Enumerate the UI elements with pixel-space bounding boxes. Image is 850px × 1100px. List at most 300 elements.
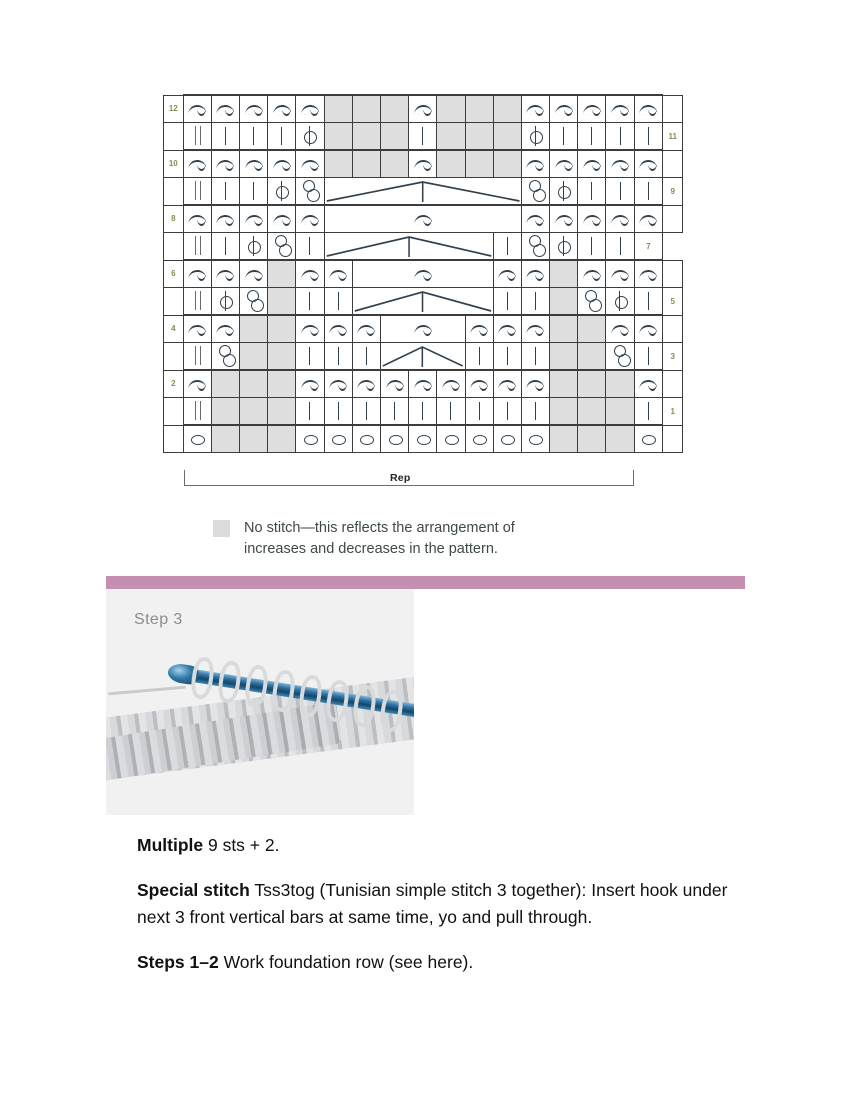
- cell: [521, 150, 549, 178]
- tss-icon: [268, 123, 295, 149]
- row-label-blank: [663, 260, 683, 288]
- chart-row-11: [164, 123, 683, 151]
- cell: [296, 315, 324, 343]
- repeat-label: Rep: [385, 472, 415, 484]
- row-label-blank: [164, 178, 184, 206]
- cell: [606, 123, 634, 151]
- tss-return-icon: [606, 261, 633, 287]
- edge-stitch-icon: [184, 398, 211, 424]
- cell: [211, 233, 239, 261]
- cell: [296, 95, 324, 123]
- no-stitch-legend-text: No stitch—this reflects the arrangement of increases and decreases in the pattern.: [244, 520, 515, 558]
- cell: [409, 150, 437, 178]
- tss-return-icon: [268, 206, 295, 232]
- cell: [578, 288, 606, 316]
- cell-no-stitch: [380, 95, 408, 123]
- cell-no-stitch: [211, 370, 239, 398]
- row-label-blank: [164, 233, 184, 261]
- cell: [606, 233, 634, 261]
- cell: [211, 205, 239, 233]
- tss-return-icon: [522, 151, 549, 177]
- chart-row-2: [164, 370, 683, 398]
- cell: [606, 343, 634, 371]
- edge-stitch-icon: [184, 123, 211, 149]
- tss-return-icon: [635, 151, 663, 177]
- cell: [493, 315, 521, 343]
- cell: [183, 425, 211, 453]
- tss-return-icon: [184, 371, 211, 397]
- row-label-blank: [164, 425, 184, 453]
- yarn-over-icon: [635, 426, 663, 452]
- instruction-body: Tss3tog (Tunisian simple stitch 3 together): Insert hook under next 3 front vertical bars at same time, yo and pull through.: [137, 880, 728, 928]
- cell-no-stitch: [240, 343, 268, 371]
- cell-no-stitch: [578, 343, 606, 371]
- yarn-over-icon: [437, 426, 464, 452]
- tss-icon: [550, 123, 577, 149]
- tss-return-icon: [635, 96, 663, 122]
- cell: [324, 370, 352, 398]
- tss-return-icon: [606, 96, 633, 122]
- cell: [437, 398, 465, 426]
- tss-return-icon: [325, 371, 352, 397]
- cell-no-stitch: [550, 288, 578, 316]
- tss-icon: [635, 288, 663, 314]
- no-stitch-swatch: [213, 520, 230, 537]
- chart-row-6: [164, 260, 683, 288]
- tss-return-icon: [635, 371, 663, 397]
- cell: [493, 398, 521, 426]
- cell-no-stitch: [211, 425, 239, 453]
- tss-return-icon: [494, 261, 521, 287]
- cell-no-stitch: [437, 123, 465, 151]
- tss-return-icon: [325, 316, 352, 342]
- tss-return-icon: [381, 371, 408, 397]
- instruction-multiple: [137, 832, 737, 859]
- cell: [183, 233, 211, 261]
- cell-no-stitch: [268, 288, 296, 316]
- tss-return-icon: [409, 371, 436, 397]
- yarn-over-icon: [381, 426, 408, 452]
- cell-no-stitch: [550, 315, 578, 343]
- instruction-steps: [137, 949, 737, 976]
- increase-icon: [578, 288, 605, 314]
- cell: [268, 123, 296, 151]
- cell: [380, 370, 408, 398]
- tss-return-icon: [325, 261, 352, 287]
- row-label-9: 9: [663, 178, 683, 206]
- tss-icon: [353, 343, 380, 369]
- tss-return-icon: [578, 151, 605, 177]
- row-label-7: 7: [634, 233, 663, 261]
- tss-icon: [296, 233, 323, 259]
- cell: [240, 150, 268, 178]
- cell-no-stitch: [493, 123, 521, 151]
- tss-icon: [522, 343, 549, 369]
- cell: [352, 425, 380, 453]
- decrease-icon: [268, 178, 295, 204]
- tss-icon: [381, 398, 408, 424]
- tss-return-icon: [606, 316, 633, 342]
- cell: [296, 150, 324, 178]
- yarn-over-icon: [325, 426, 352, 452]
- tss-icon: [212, 123, 239, 149]
- section-divider-bar: [106, 576, 745, 589]
- cell-no-stitch: [240, 398, 268, 426]
- cell: [521, 343, 549, 371]
- cell: [634, 370, 663, 398]
- yarn-over-icon: [353, 426, 380, 452]
- row-label-blank: [663, 95, 683, 123]
- tss-return-icon: [296, 206, 323, 232]
- tss-return-icon: [437, 371, 464, 397]
- cell: [324, 425, 352, 453]
- row-label-blank: [663, 370, 683, 398]
- cell-no-stitch: [240, 370, 268, 398]
- cell: [578, 95, 606, 123]
- tss-icon: [212, 233, 239, 259]
- cell: [465, 315, 493, 343]
- chart-row-7: [164, 233, 683, 261]
- cell: [268, 205, 296, 233]
- tss-icon: [212, 178, 239, 204]
- cell: [324, 315, 352, 343]
- cell: [521, 123, 549, 151]
- cell: [352, 398, 380, 426]
- tss-return-icon: [522, 261, 549, 287]
- yarn-over-icon: [522, 426, 549, 452]
- cell: [521, 425, 549, 453]
- cell-no-stitch: [268, 343, 296, 371]
- tss3tog-chevron-icon: [325, 178, 521, 204]
- increase-icon: [212, 343, 239, 369]
- tss-return-icon: [409, 151, 436, 177]
- row-label-blank: [164, 398, 184, 426]
- cell: [634, 315, 663, 343]
- cell: [296, 205, 324, 233]
- tss-icon: [578, 123, 605, 149]
- cell: [606, 288, 634, 316]
- tss-icon: [353, 398, 380, 424]
- cell: [409, 398, 437, 426]
- tss3tog-chevron-icon: [381, 343, 465, 369]
- cell-no-stitch: [380, 123, 408, 151]
- cell: [578, 233, 606, 261]
- row-label-blank: [663, 425, 683, 453]
- cell: [578, 260, 606, 288]
- tss-return-icon: [353, 371, 380, 397]
- decrease-icon: [212, 288, 239, 314]
- cell-no-stitch: [268, 398, 296, 426]
- row-label-11: 11: [663, 123, 683, 151]
- yarn-over-icon: [184, 426, 211, 452]
- cell: [296, 123, 324, 151]
- cell: [521, 315, 549, 343]
- tss-icon: [635, 178, 663, 204]
- step-photo: [106, 589, 414, 815]
- cell: [211, 123, 239, 151]
- tss-return-icon: [550, 96, 577, 122]
- cell: [550, 150, 578, 178]
- tss-return-icon: [184, 261, 211, 287]
- cell: [211, 288, 239, 316]
- tss-icon: [635, 398, 663, 424]
- tss-return-icon: [184, 206, 211, 232]
- tss-icon: [296, 288, 323, 314]
- row-label-4: 4: [164, 315, 184, 343]
- cell-no-stitch: [268, 370, 296, 398]
- cell: [550, 95, 578, 123]
- cell-no-stitch: [606, 398, 634, 426]
- instructions-block: [137, 832, 737, 995]
- tss-return-icon: [381, 316, 465, 342]
- tss-icon: [635, 343, 663, 369]
- cell: [521, 288, 549, 316]
- cell: [550, 178, 578, 206]
- chart-row-12: [164, 95, 683, 123]
- cell: [634, 288, 663, 316]
- chart-row-8: [164, 205, 683, 233]
- cell: [634, 95, 663, 123]
- cell-no-stitch: [465, 95, 493, 123]
- cell-tss3tog-span: [324, 178, 521, 206]
- tss-return-icon: [635, 261, 663, 287]
- tss-return-icon: [212, 206, 239, 232]
- cell: [409, 123, 437, 151]
- cell: [521, 205, 549, 233]
- cell: [493, 370, 521, 398]
- edge-stitch-icon: [184, 288, 211, 314]
- tss-return-icon: [409, 96, 436, 122]
- cell-no-stitch: [465, 123, 493, 151]
- tss-icon: [240, 178, 267, 204]
- cell: [352, 370, 380, 398]
- cell: [211, 343, 239, 371]
- tss-return-icon: [212, 151, 239, 177]
- cell: [465, 370, 493, 398]
- increase-icon: [296, 178, 323, 204]
- cell: [268, 95, 296, 123]
- cell: [521, 398, 549, 426]
- cell-tss3tog-span: [352, 288, 493, 316]
- cell-no-stitch: [380, 150, 408, 178]
- cell-no-stitch: [211, 398, 239, 426]
- row-label-blank: [164, 123, 184, 151]
- cell: [521, 95, 549, 123]
- tss-icon: [578, 178, 605, 204]
- tss-return-icon: [296, 316, 323, 342]
- decrease-icon: [522, 123, 549, 149]
- tss-icon: [522, 398, 549, 424]
- cell-no-stitch: [268, 260, 296, 288]
- cell: [296, 370, 324, 398]
- row-label-2: 2: [164, 370, 184, 398]
- edge-stitch-icon: [184, 178, 211, 204]
- tss-return-icon: [635, 206, 663, 232]
- cell: [183, 343, 211, 371]
- tss-return-icon: [522, 96, 549, 122]
- cell: [296, 233, 324, 261]
- instruction-body: Work foundation row (see here).: [218, 952, 474, 973]
- tss-return-icon: [212, 316, 239, 342]
- cell: [211, 315, 239, 343]
- cell: [606, 205, 634, 233]
- tss-return-icon: [268, 151, 295, 177]
- cell: [380, 425, 408, 453]
- decrease-icon: [296, 123, 323, 149]
- instruction-lead: Steps 1–2: [137, 952, 219, 973]
- chart-row-10: [164, 150, 683, 178]
- tss-return-icon: [606, 151, 633, 177]
- cell: [521, 370, 549, 398]
- instruction-lead: Multiple: [137, 835, 204, 855]
- tss-icon: [240, 123, 267, 149]
- tss-return-icon: [268, 96, 295, 122]
- tss-return-icon: [184, 316, 211, 342]
- cell: [606, 315, 634, 343]
- cell-no-stitch: [352, 150, 380, 178]
- cell: [240, 178, 268, 206]
- cell: [634, 425, 663, 453]
- tss-icon: [606, 123, 633, 149]
- tss-icon: [578, 233, 605, 259]
- cell: [296, 288, 324, 316]
- cell: [634, 343, 663, 371]
- cell-return-span: [380, 315, 465, 343]
- row-label-1: 1: [663, 398, 683, 426]
- cell: [409, 370, 437, 398]
- cell-no-stitch: [437, 95, 465, 123]
- tss-icon: [325, 343, 352, 369]
- tss-icon: [466, 398, 493, 424]
- cell: [437, 370, 465, 398]
- row-label-8: 8: [164, 205, 184, 233]
- cell: [268, 178, 296, 206]
- cell: [493, 425, 521, 453]
- cell-no-stitch: [578, 425, 606, 453]
- cell-tss3tog-span: [324, 233, 493, 261]
- cell: [606, 178, 634, 206]
- increase-icon: [522, 178, 549, 204]
- cell: [521, 233, 549, 261]
- edge-stitch-icon: [184, 343, 211, 369]
- cell: [634, 123, 663, 151]
- cell-no-stitch: [268, 315, 296, 343]
- cell: [211, 178, 239, 206]
- cell-no-stitch: [578, 370, 606, 398]
- tss-return-icon: [466, 316, 493, 342]
- cell: [578, 205, 606, 233]
- cell: [606, 95, 634, 123]
- cell: [240, 205, 268, 233]
- chart-row-5: [164, 288, 683, 316]
- cell: [634, 178, 663, 206]
- cell-no-stitch: [324, 123, 352, 151]
- tss-return-icon: [353, 316, 380, 342]
- stitch-chart: [163, 94, 683, 484]
- edge-stitch-icon: [184, 233, 211, 259]
- cell: [409, 425, 437, 453]
- cell-no-stitch: [493, 150, 521, 178]
- tss-return-icon: [296, 371, 323, 397]
- tss-icon: [494, 233, 521, 259]
- chart-row-3: [164, 343, 683, 371]
- chart-row-9: [164, 178, 683, 206]
- cell-no-stitch: [324, 95, 352, 123]
- tss-return-icon: [325, 206, 521, 232]
- cell: [550, 123, 578, 151]
- tss-return-icon: [296, 96, 323, 122]
- cell-no-stitch: [578, 398, 606, 426]
- tss-return-icon: [212, 96, 239, 122]
- tss-icon: [296, 343, 323, 369]
- tss-return-icon: [240, 151, 267, 177]
- tss-return-icon: [550, 151, 577, 177]
- cell: [296, 398, 324, 426]
- cell: [578, 178, 606, 206]
- cell-no-stitch: [550, 425, 578, 453]
- cell: [183, 95, 211, 123]
- cell: [183, 178, 211, 206]
- yarn-over-icon: [296, 426, 323, 452]
- cell: [578, 123, 606, 151]
- cell: [296, 178, 324, 206]
- cell: [211, 95, 239, 123]
- cell-return-span: [324, 205, 521, 233]
- cell-no-stitch: [606, 425, 634, 453]
- row-label-blank: [164, 288, 184, 316]
- cell: [324, 260, 352, 288]
- row-label-blank: [663, 205, 683, 233]
- cell: [183, 288, 211, 316]
- tss-icon: [522, 288, 549, 314]
- yarn-over-icon: [494, 426, 521, 452]
- cell-no-stitch: [240, 425, 268, 453]
- tss-return-icon: [606, 206, 633, 232]
- cell-no-stitch: [550, 343, 578, 371]
- cell: [211, 260, 239, 288]
- cell-no-stitch: [437, 150, 465, 178]
- tss-return-icon: [550, 206, 577, 232]
- cell: [352, 315, 380, 343]
- cell: [296, 343, 324, 371]
- step-label: Step 3: [134, 611, 183, 628]
- cell: [240, 260, 268, 288]
- cell: [183, 398, 211, 426]
- increase-icon: [268, 233, 295, 259]
- cell-no-stitch: [578, 315, 606, 343]
- tss-return-icon: [184, 151, 211, 177]
- cell: [296, 425, 324, 453]
- chart-legend: [213, 518, 574, 560]
- tss-return-icon: [212, 261, 239, 287]
- tss-return-icon: [494, 316, 521, 342]
- cell: [380, 398, 408, 426]
- cell-no-stitch: [352, 95, 380, 123]
- tss-icon: [296, 398, 323, 424]
- tss-return-icon: [578, 96, 605, 122]
- cell: [465, 343, 493, 371]
- cell: [634, 150, 663, 178]
- increase-icon: [606, 343, 633, 369]
- row-label-12: 12: [164, 95, 184, 123]
- tss-icon: [494, 398, 521, 424]
- cell: [324, 343, 352, 371]
- tss-return-icon: [522, 206, 549, 232]
- cell: [240, 95, 268, 123]
- tss-return-icon: [578, 261, 605, 287]
- cell: [493, 260, 521, 288]
- cell: [634, 205, 663, 233]
